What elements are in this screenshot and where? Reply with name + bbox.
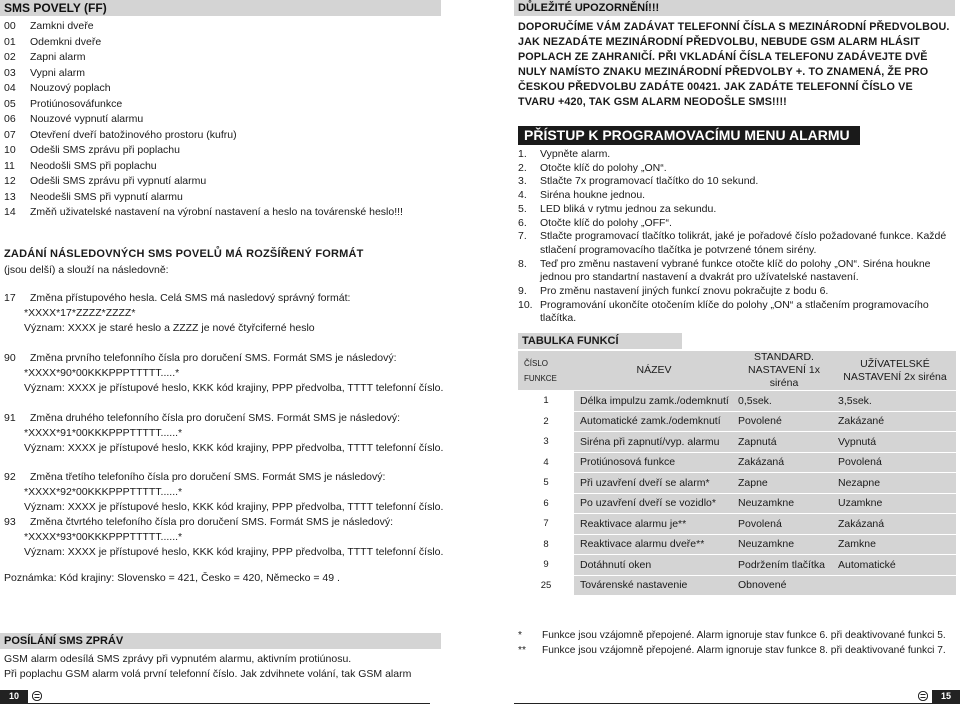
command-17: 17 Změna přístupového hesla. Celá SMS má nasledový správný formát: *XXXX*17*ZZZZ*ZZZZ* Význam: XXXX je staré heslo a ZZZZ je nové čtyřciferné heslo: [4, 291, 464, 336]
table-row: 8 Reaktivace alarmu dveře** Neuzamkne Zamkne: [518, 534, 956, 555]
programming-menu-header: PŘÍSTUP K PROGRAMOVACÍMU MENU ALARMU: [518, 126, 860, 145]
list-item: 4. Siréna houkne jednou.: [518, 189, 646, 202]
list-item: 00 Zamkni dveře: [4, 20, 94, 32]
command-format: *XXXX*17*ZZZZ*ZZZZ*: [24, 307, 136, 319]
list-item: 6. Otočte klíč do polohy „OFF“.: [518, 216, 672, 229]
list-item: 14 Změň uživatelské nastavení na výrobní nastavení a heslo na továrenské heslo!!!: [4, 206, 403, 218]
column-header-name: NÁZEV: [574, 351, 734, 391]
command-format: *XXXX*92*00KKKPPPTTTTT......*: [24, 486, 183, 498]
column-header-number: ČÍSLO FUNKCE: [518, 351, 574, 391]
list-item: 8. Teď pro změnu nastavení vybrané funkce otočte klíč do polohy „ON“. Siréna houkne jednou pro standartní nastavení a dvakrát pro užívatelské nastavení.: [518, 257, 931, 284]
table-row: 4 Protiúnosová funkce Zakázaná Povolená: [518, 452, 956, 473]
footnote: ** Funkce jsou vzájomně přepojené. Alarm ignoruje stav funkce 8. při deaktivované funkci 7.: [518, 645, 946, 656]
sending-sms-header: POSÍLÁNÍ SMS ZPRÁV: [0, 633, 441, 649]
column-header-standard: STANDARD. NASTAVENÍ 1x siréna: [734, 351, 834, 391]
sending-sms-text: GSM alarm odesílá SMS zprávy při vypnutém alarmu, aktivním protiúnosu. Při poplachu GSM alarm volá první telefonní číslo. Jak zdvihnete volání, tak GSM alarm: [4, 653, 412, 680]
page-number: 15: [932, 690, 960, 703]
page-footer-left: [0, 690, 430, 704]
command-91: 91 Změna druhého telefonního čísla pro doručení SMS. Formát SMS je následový: *XXXX*91*00KKKPPPTTTTT......* Význam: XXXX je přístupové heslo, KKK kód krajiny, PPP předvolba, TTTT telefonní číslo.: [4, 411, 464, 456]
extended-format-heading: ZADÁNÍ NÁSLEDOVNÝCH SMS POVELŮ MÁ ROZŠÍŘENÝ FORMÁT: [4, 248, 364, 260]
table-row: 7 Reaktivace alarmu je** Povolená Zakázaná: [518, 514, 956, 535]
function-table-header: TABULKA FUNKCÍ: [518, 333, 682, 349]
sms-code-list: [4, 19, 464, 221]
command-93: 93 Změna čtvrtého telefoního čísla pro doručení SMS. Formát SMS je následový: *XXXX*93*00KKKPPPTTTTT......* Význam: XXXX je přístupové heslo, KKK kód krajiny, PPP předvolba, TTTT telefonní číslo.: [4, 515, 464, 560]
command-format: *XXXX*91*00KKKPPPTTTTT......*: [24, 427, 183, 439]
language-cz-icon: [32, 691, 42, 701]
page-footer-right: [514, 690, 960, 704]
list-item: 11 Neodošli SMS při poplachu: [4, 159, 157, 172]
list-item: 5. LED bliká v rytmu jednou za sekundu.: [518, 202, 717, 215]
table-row: 6 Po uzavření dveří se vozidlo* Neuzamkne Uzamkne: [518, 493, 956, 514]
important-notice-text: DOPORUČÍME VÁM ZADÁVAT TELEFONNÍ ČÍSLA S MEZINÁRODNÍ PŘEDVOLBOU. JAK NEZADÁTE MEZINÁRODNÍ PŘEDVOLBU, NEBUDE GSM ALARM HLÁSIT POPLACH ZE ZAHRANIČÍ. PŘI VKLADÁNÍ ČÍSLA TELEFONU ZADÁVEJTE DVĚ NULY NAMÍSTO ZNAKU MEZINÁRODNÍ PŘEDVOLBY +. TO ZNAMENÁ, ŽE PRO ČESKOU PŘEDVOLBU ZADÁTE 00421. JAK ZADÁTE TELEFONNÍ ČÍSLO VE TVARU +420, TAK GSM ALARM NEODOŠLE SMS!!!!: [518, 21, 950, 108]
command-format: *XXXX*90*00KKKPPPTTTTT.....*: [24, 367, 180, 379]
list-item: 3. Stlačte 7x programovací tlačítko do 10 sekund.: [518, 175, 759, 188]
list-item: 1. Vypněte alarm.: [518, 148, 611, 160]
footnote: * Funkce jsou vzájomně přepojené. Alarm ignoruje stav funkce 6. při deaktivované funkci 5.: [518, 630, 946, 641]
table-row: 2 Automatické zamk./odemknutí Povolené Zakázané: [518, 411, 956, 432]
country-code-note: Poznámka: Kód krajiny: Slovensko = 421, Česko = 420, Německo = 49 .: [4, 572, 340, 584]
list-item: 02 Zapni alarm: [4, 51, 86, 63]
table-row: 25 Továrenské nastavenie Obnovené: [518, 575, 956, 595]
list-item: 7. Stlačte programovací tlačítko tolikrát, jaké je pořadové číslo požadované funkce. Každé stlačení programovacího tlačítka je potvrzené tónem sirény.: [518, 230, 947, 256]
programming-steps: [518, 148, 958, 326]
list-item: 04 Nouzový poplach: [4, 82, 111, 94]
list-item: 07 Otevření dveří batožinového prostoru (kufru): [4, 128, 237, 141]
list-item: 05 Protiúnosováfunkce: [4, 97, 123, 110]
footnotes: [518, 628, 958, 658]
list-item: 9. Pro změnu nastavení jiných funkcí znovu pokračujte z bodu 6.: [518, 285, 829, 298]
command-meaning: Význam: XXXX je přístupové heslo, KKK kód krajiny, PPP předvolba, TTTT telefonní číslo.: [24, 501, 444, 513]
list-item: 03 Vypni alarm: [4, 66, 86, 79]
command-meaning: Význam: XXXX je staré heslo a ZZZZ je nové čtyřciferné heslo: [24, 322, 315, 334]
function-table: [518, 351, 956, 595]
table-header-row: [518, 351, 956, 391]
command-meaning: Význam: XXXX je přístupové heslo, KKK kód krajiny, PPP předvolba, TTTT telefonní číslo.: [24, 382, 444, 394]
command-meaning: Význam: XXXX je přístupové heslo, KKK kód krajiny, PPP předvolba, TTTT telefonní číslo.: [24, 442, 444, 454]
command-90: 90 Změna prvního telefonního čísla pro doručení SMS. Formát SMS je následový: *XXXX*90*00KKKPPPTTTTT.....* Význam: XXXX je přístupové heslo, KKK kód krajiny, PPP předvolba, TTTT telefonní číslo.: [4, 351, 464, 396]
table-row: 5 Při uzavření dveří se alarm* Zapne Nezapne: [518, 473, 956, 494]
extended-format-subtitle: (jsou delší) a slouží na následovně:: [4, 264, 169, 276]
list-item: 12 Odešli SMS zprávu při vypnutí alarmu: [4, 175, 207, 187]
list-item: 13 Neodešli SMS při vypnutí alarmu: [4, 190, 183, 203]
sms-commands-header: SMS POVELY (FF): [0, 0, 441, 16]
list-item: 2. Otočte klíč do polohy „ON“.: [518, 161, 667, 174]
table-row: 9 Dotáhnutí oken Podržením tlačítka Automatické: [518, 555, 956, 576]
command-format: *XXXX*93*00KKKPPPTTTTT......*: [24, 531, 183, 543]
page-number: 10: [0, 690, 28, 703]
important-notice-header: DŮLEŽITÉ UPOZORNĚNÍ!!!: [514, 0, 955, 16]
list-item: 06 Nouzové vypnutí alarmu: [4, 113, 144, 125]
column-header-user: UŽÍVATELSKÉ NASTAVENÍ 2x siréna: [834, 351, 956, 391]
table-row: 3 Siréna při zapnutí/vyp. alarmu Zapnutá Vypnutá: [518, 432, 956, 453]
list-item: 10. Programování ukončíte otočením klíče do polohy „ON“ a stlačením programovacího tlačítka.: [518, 298, 929, 325]
list-item: 10 Odešli SMS zprávu při poplachu: [4, 144, 180, 156]
table-row: 1 Délka impulzu zamk./odemknutí 0,5sek. 3,5sek.: [518, 391, 956, 412]
language-cz-icon: [918, 691, 928, 701]
command-meaning: Význam: XXXX je přístupové heslo, KKK kód krajiny, PPP předvolba, TTTT telefonní číslo.: [24, 546, 444, 558]
list-item: 01 Odemkni dveře: [4, 35, 102, 48]
command-92: 92 Změna třetího telefoního čísla pro doručení SMS. Formát SMS je následový: *XXXX*92*00KKKPPPTTTTT......* Význam: XXXX je přístupové heslo, KKK kód krajiny, PPP předvolba, TTTT telefonní číslo.: [4, 470, 464, 515]
